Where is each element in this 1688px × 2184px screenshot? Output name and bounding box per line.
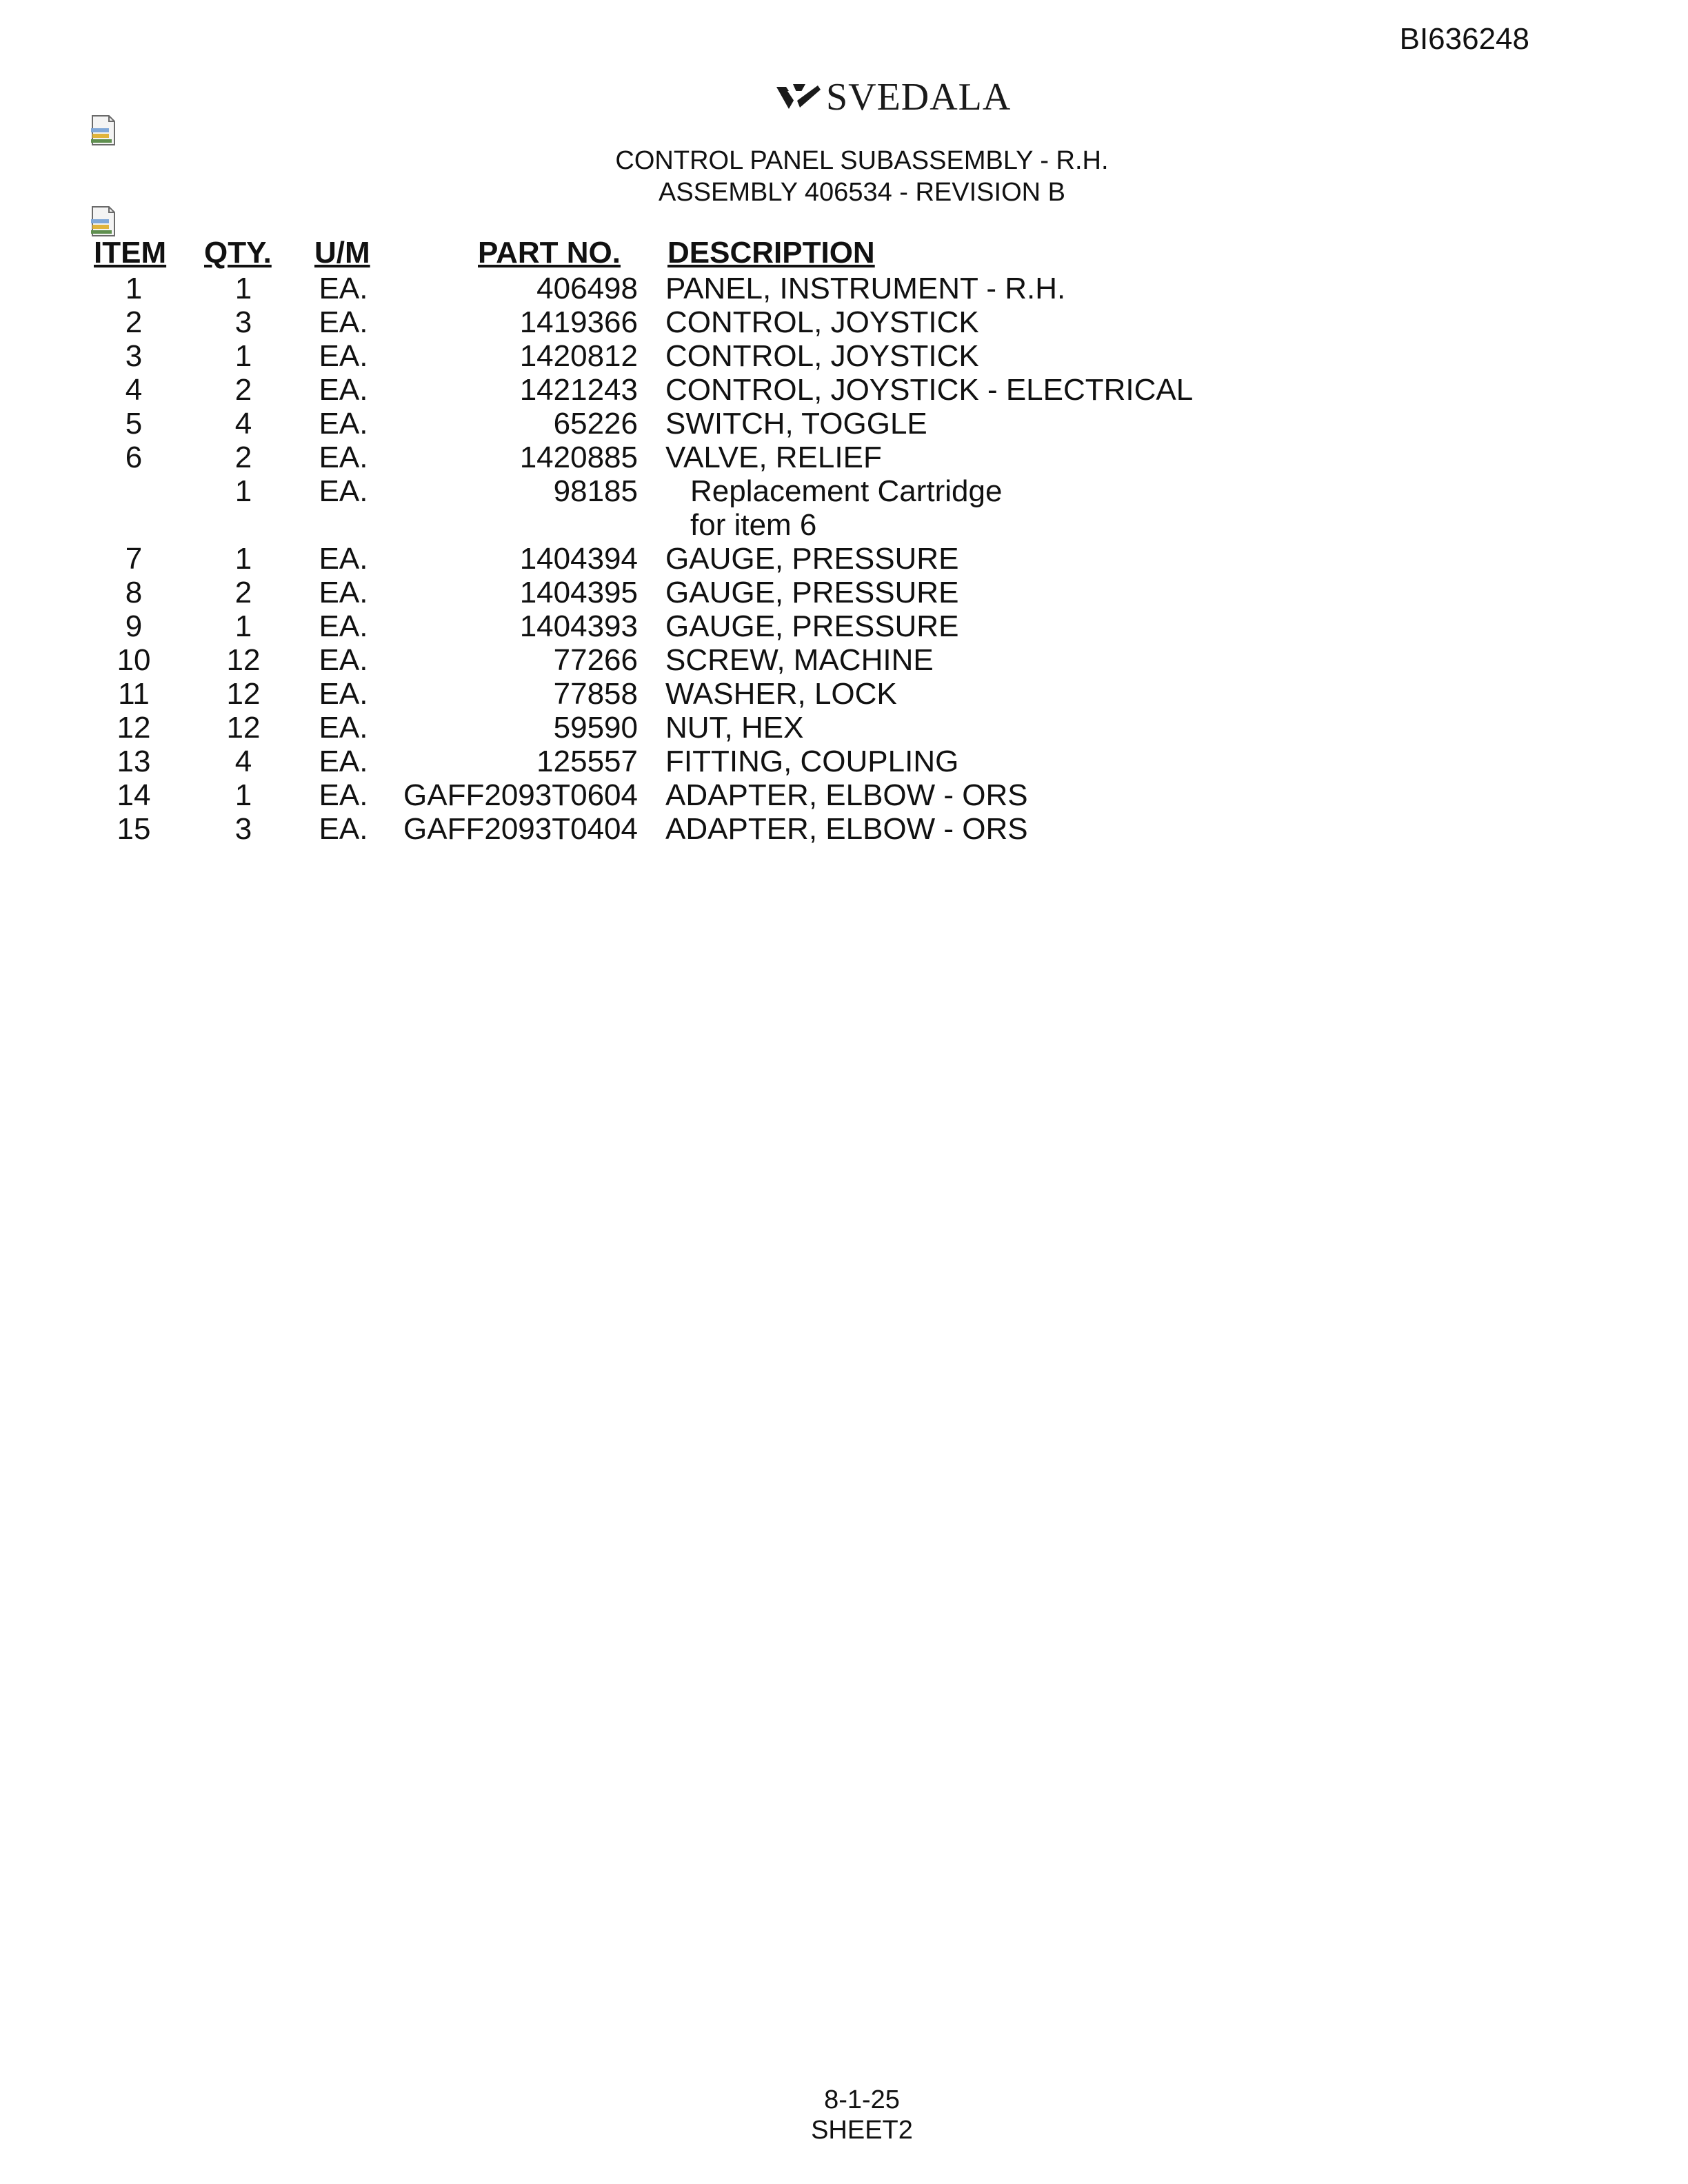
footer-page-ref: 8-1-25 — [824, 2085, 900, 2114]
cell-qty: 2 — [234, 576, 252, 609]
cell-part-no: 77266 — [553, 643, 638, 677]
cell-qty: 1 — [234, 778, 252, 812]
cell-description: PANEL, INSTRUMENT - R.H. — [665, 272, 1066, 305]
cell-um: EA. — [319, 576, 368, 609]
cell-part-no: 1404394 — [519, 542, 638, 576]
cell-part-no: GAFF2093T0604 — [403, 778, 638, 812]
cell-item: 5 — [125, 407, 143, 441]
cell-part-no: 125557 — [536, 745, 638, 778]
cell-qty: 1 — [234, 542, 252, 576]
cell-description: GAUGE, PRESSURE — [665, 609, 959, 643]
cell-part-no: GAFF2093T0404 — [403, 812, 638, 846]
page-footer — [0, 2085, 1688, 2145]
cell-description: WASHER, LOCK — [665, 677, 897, 711]
cell-um: EA. — [319, 542, 368, 576]
cell-part-no: 1419366 — [519, 305, 638, 339]
cell-um: EA. — [319, 711, 368, 745]
cell-qty: 12 — [226, 677, 261, 711]
cell-description: CONTROL, JOYSTICK - ELECTRICAL — [665, 373, 1194, 407]
cell-description: VALVE, RELIEF — [665, 441, 882, 474]
cell-qty: 4 — [234, 407, 252, 441]
cell-qty: 1 — [234, 609, 252, 643]
cell-part-no: 1421243 — [519, 373, 638, 407]
cell-qty: 2 — [234, 441, 252, 474]
cell-qty: 4 — [234, 745, 252, 778]
cell-um: EA. — [319, 812, 368, 846]
cell-um: EA. — [319, 373, 368, 407]
cell-description: Replacement Cartridge — [690, 474, 1003, 508]
cell-qty: 3 — [234, 812, 252, 846]
svedala-mark-icon — [772, 80, 822, 114]
cell-description: CONTROL, JOYSTICK — [665, 305, 979, 339]
cell-part-no: 1420885 — [519, 441, 638, 474]
embedded-document-icon[interactable] — [90, 205, 117, 237]
cell-item: 4 — [125, 373, 143, 407]
cell-um: EA. — [319, 407, 368, 441]
cell-qty: 12 — [226, 711, 261, 745]
cell-item: 15 — [117, 812, 151, 846]
cell-um: EA. — [319, 609, 368, 643]
document-id: BI636248 — [1399, 22, 1529, 56]
cell-um: EA. — [319, 474, 368, 508]
cell-qty: 1 — [234, 272, 252, 305]
header-part-no: PART NO. — [478, 236, 621, 270]
cell-item: 2 — [125, 305, 143, 339]
cell-description: ADAPTER, ELBOW - ORS — [665, 812, 1028, 846]
cell-item: 13 — [117, 745, 151, 778]
title-line-1: CONTROL PANEL SUBASSEMBLY - R.H. — [615, 146, 1109, 175]
footer-sheet: SHEET2 — [811, 2116, 913, 2145]
cell-item: 14 — [117, 778, 151, 812]
cell-description: CONTROL, JOYSTICK — [665, 339, 979, 373]
cell-um: EA. — [319, 339, 368, 373]
cell-description: ADAPTER, ELBOW - ORS — [665, 778, 1028, 812]
cell-description: FITTING, COUPLING — [665, 745, 959, 778]
cell-um: EA. — [319, 677, 368, 711]
cell-qty: 12 — [226, 643, 261, 677]
cell-description: GAUGE, PRESSURE — [665, 576, 959, 609]
cell-item: 11 — [118, 677, 150, 711]
document-title — [0, 145, 1688, 208]
cell-qty: 1 — [234, 339, 252, 373]
cell-item: 6 — [125, 441, 143, 474]
cell-um: EA. — [319, 643, 368, 677]
header-item: ITEM — [94, 236, 167, 270]
cell-um: EA. — [319, 272, 368, 305]
cell-qty: 1 — [234, 474, 252, 508]
title-line-2: ASSEMBLY 406534 - REVISION B — [659, 178, 1065, 207]
cell-item: 10 — [117, 643, 151, 677]
header-description: DESCRIPTION — [667, 236, 875, 270]
cell-part-no: 77858 — [553, 677, 638, 711]
cell-description: GAUGE, PRESSURE — [665, 542, 959, 576]
svedala-logo — [772, 74, 1011, 120]
cell-part-no: 1420812 — [519, 339, 638, 373]
cell-qty: 3 — [234, 305, 252, 339]
cell-description: for item 6 — [690, 508, 817, 542]
cell-item: 1 — [125, 272, 143, 305]
cell-part-no: 98185 — [553, 474, 638, 508]
cell-part-no: 1404393 — [519, 609, 638, 643]
cell-um: EA. — [319, 441, 368, 474]
embedded-document-icon[interactable] — [90, 114, 117, 146]
logo-text: SVEDALA — [826, 76, 1012, 119]
cell-qty: 2 — [234, 373, 252, 407]
cell-item: 3 — [125, 339, 143, 373]
cell-item: 9 — [125, 609, 143, 643]
cell-description: SWITCH, TOGGLE — [665, 407, 927, 441]
cell-part-no: 406498 — [536, 272, 638, 305]
cell-um: EA. — [319, 305, 368, 339]
cell-part-no: 65226 — [553, 407, 638, 441]
header-um: U/M — [314, 236, 370, 270]
cell-description: SCREW, MACHINE — [665, 643, 934, 677]
cell-um: EA. — [319, 778, 368, 812]
cell-description: NUT, HEX — [665, 711, 804, 745]
cell-part-no: 59590 — [553, 711, 638, 745]
cell-item: 7 — [125, 542, 143, 576]
cell-part-no: 1404395 — [519, 576, 638, 609]
header-qty: QTY. — [204, 236, 272, 270]
cell-item: 8 — [125, 576, 143, 609]
cell-item: 12 — [117, 711, 151, 745]
cell-um: EA. — [319, 745, 368, 778]
